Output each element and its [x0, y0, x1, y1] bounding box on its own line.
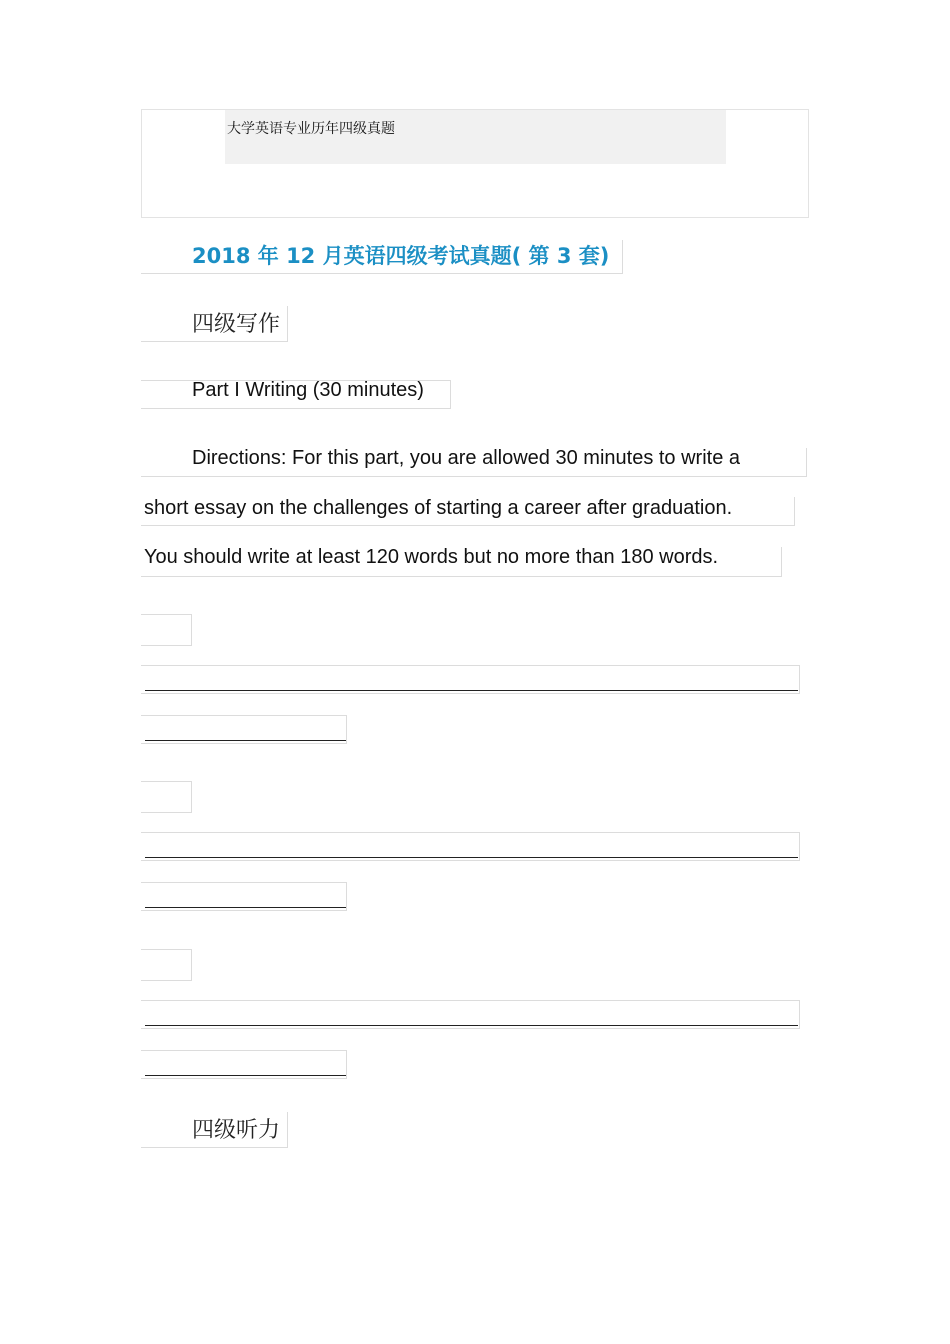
answer-line-3b [145, 1075, 346, 1076]
listening-heading: 四级听力 [192, 1118, 281, 1143]
page-header [141, 109, 809, 218]
answer-line-1a [145, 690, 798, 691]
answer-line-2a [145, 857, 798, 858]
answer-line-2b [145, 907, 346, 908]
answer-line-3a [145, 1025, 798, 1026]
answer-line-1b [145, 740, 346, 741]
directions-line-1: Directions: For this part, you are allowed 30 minutes to write a [192, 447, 741, 469]
indent-box-2 [141, 781, 192, 813]
document-title: 2018 年 12 月英语四级考试真题( 第 3 套) [192, 244, 610, 268]
directions-line-2: short essay on the challenges of starting a career after graduation. [144, 497, 733, 519]
indent-box-1 [141, 614, 192, 646]
indent-box-3 [141, 949, 192, 981]
header-banner [225, 110, 726, 164]
directions-line-3: You should write at least 120 words but no more than 180 words. [144, 546, 719, 568]
part-heading: Part I Writing (30 minutes) [192, 379, 424, 401]
writing-heading: 四级写作 [192, 312, 281, 337]
header-text: 大学英语专业历年四级真题 [227, 121, 395, 137]
